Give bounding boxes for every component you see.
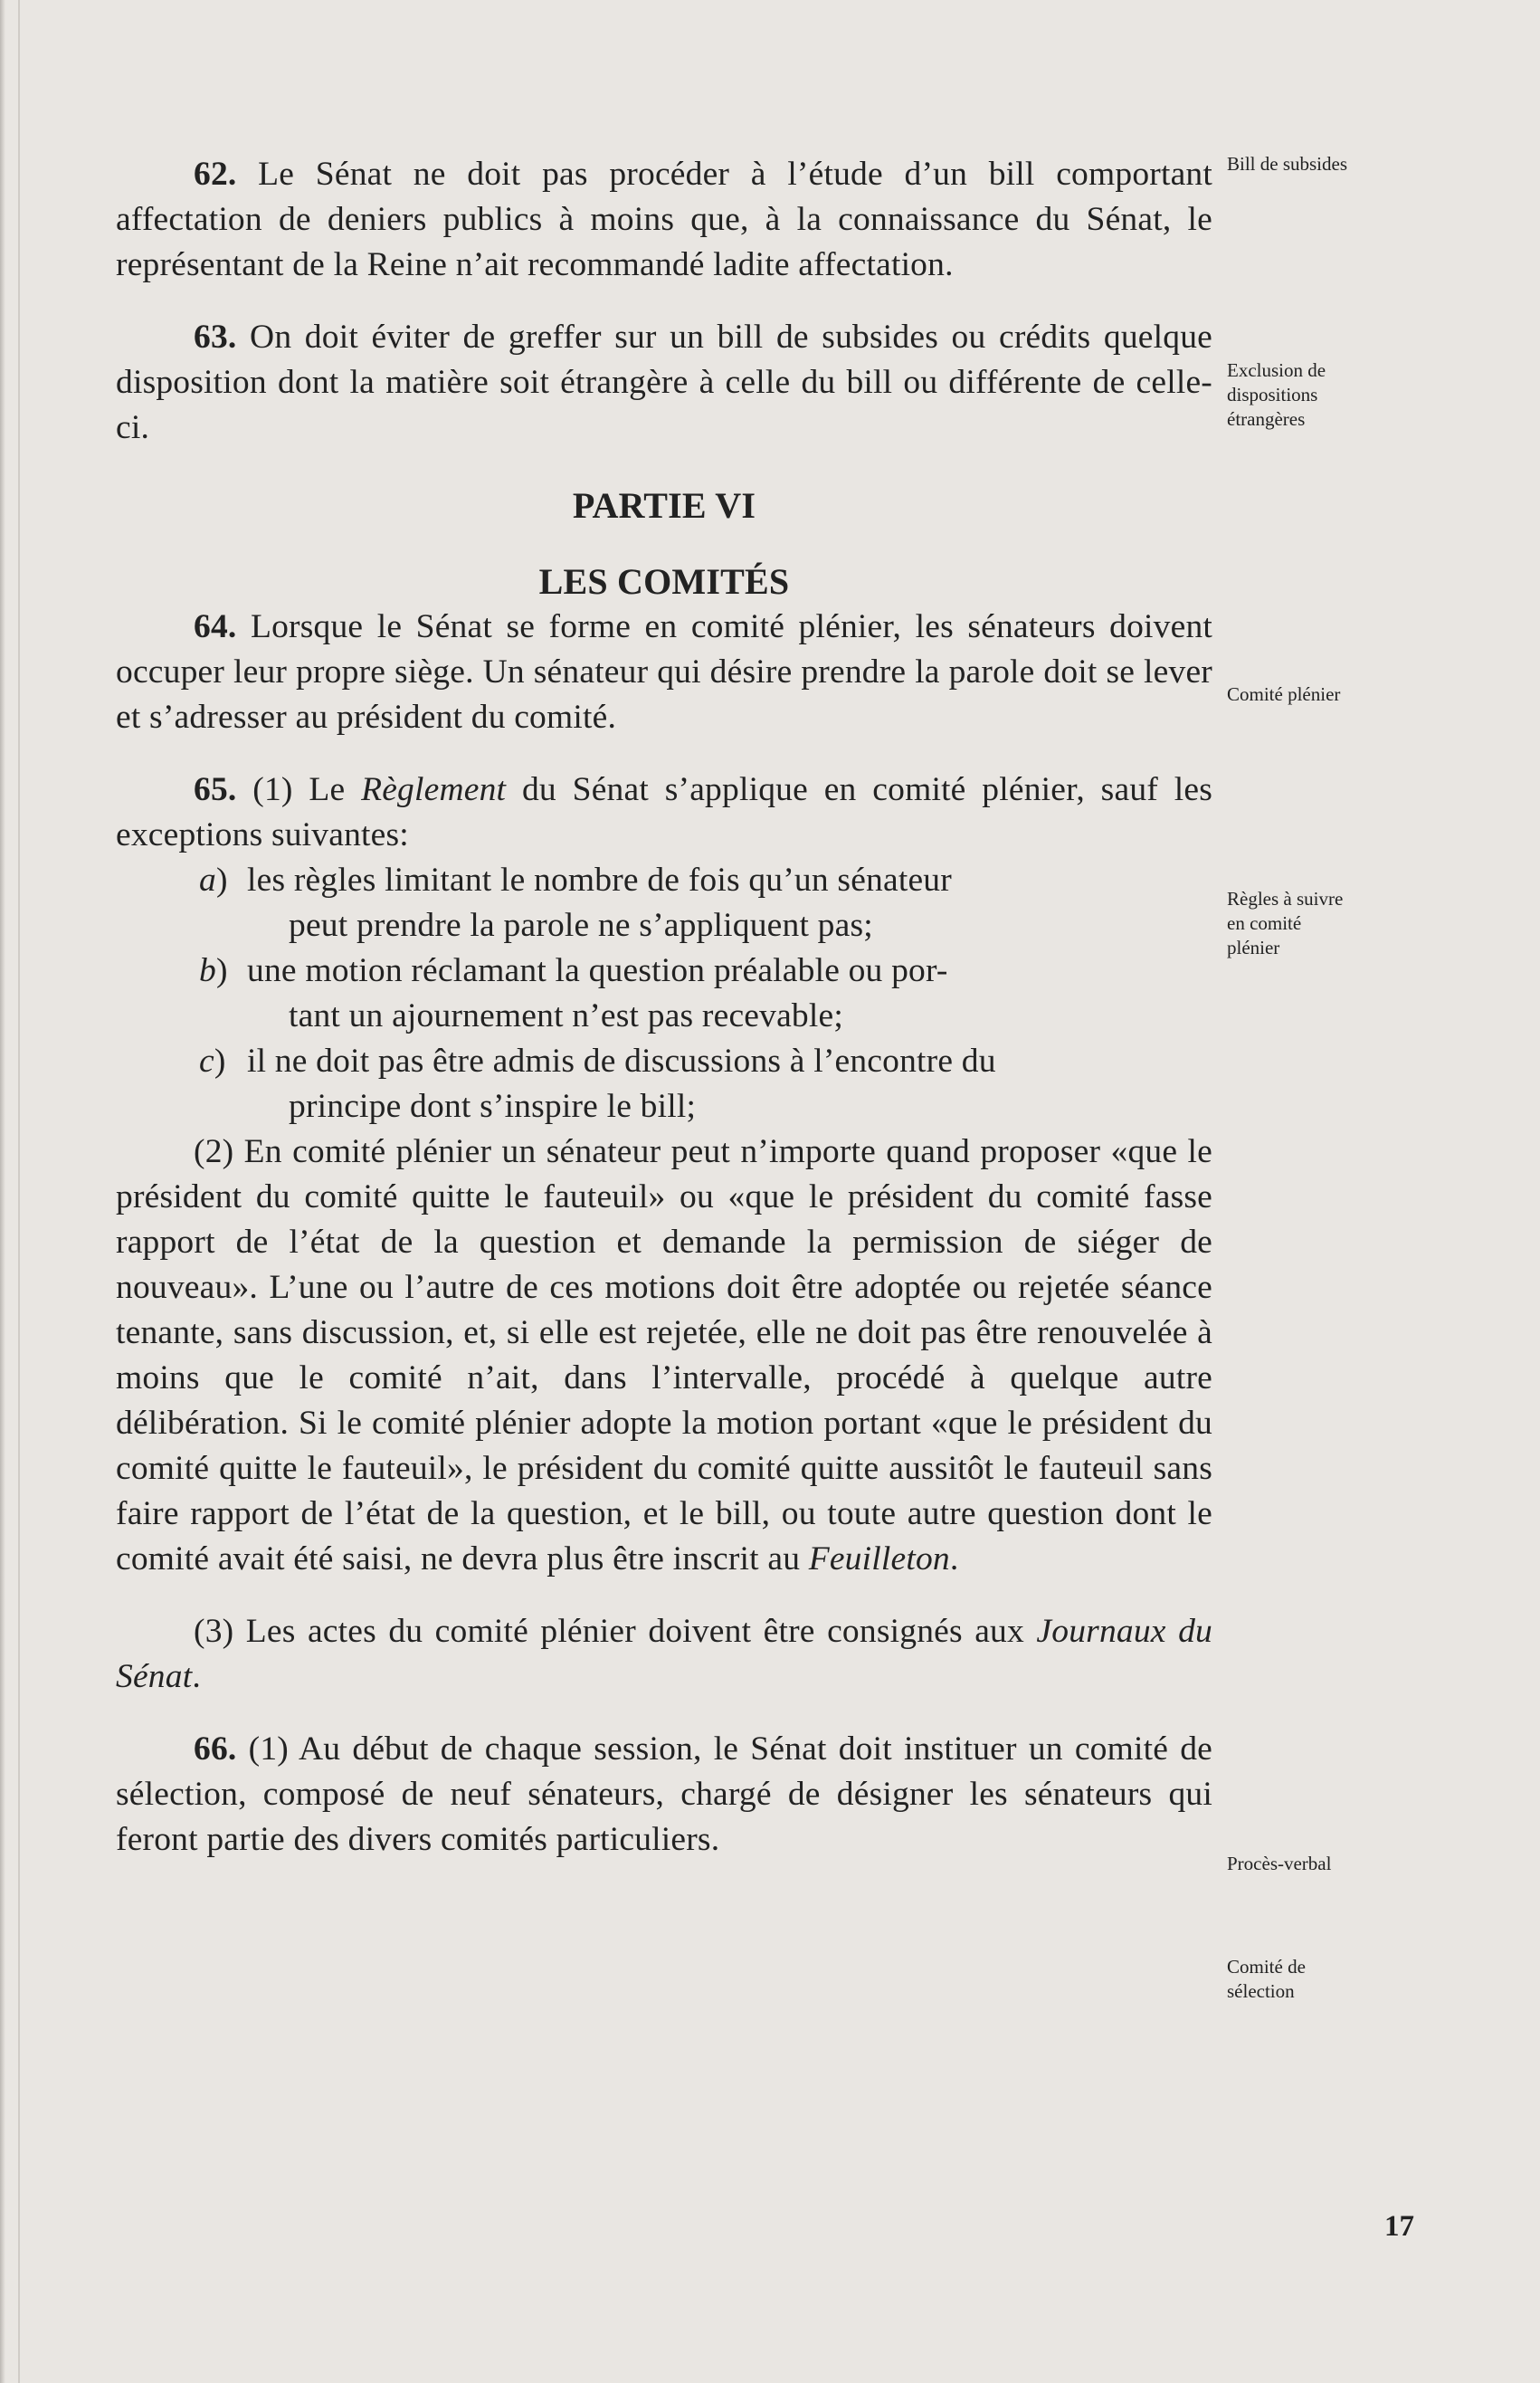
article-64-number: 64. [194,608,237,645]
list-item-marker: c) [199,1043,226,1080]
article-66 [116,1727,1212,1863]
list-item-body: une motion réclamant la question préalable ou por- tant un ajournement n’est pas recevable; [247,952,948,1034]
page-fold [18,0,20,2383]
article-66-number: 66. [194,1730,237,1768]
list-item-marker: b) [199,952,228,989]
list-item [116,858,1212,948]
article-64-text: Lorsque le Sénat se forme en comité plénier, les sénateurs doivent occuper leur propre siège. Un sénateur qui désire prendre la parole doit se lever et s’adresser au président du comité. [116,608,1213,736]
article-65-p3-end: . [192,1658,201,1695]
article-65-p1-rest: du Sénat s’applique en comité plénier, sauf les exceptions suivantes: [116,771,1212,853]
list-item-body: il ne doit pas être admis de discussions à l’encontre du principe dont s’inspire le bill; [247,1043,996,1125]
margin-note-exclusion: Exclusion de dispositions étrangères [1227,359,1326,430]
article-63-number: 63. [194,319,237,356]
article-63 [116,315,1212,451]
article-65-paragraph-2 [116,1130,1212,1582]
article-65-number: 65. [194,771,237,808]
article-66-text: (1) Au début de chaque session, le Sénat doit instituer un comité de sélection, composé de neuf sénateurs, chargé de désigner les sénateurs qui feront partie des divers comités particuliers. [116,1730,1213,1858]
margin-note-bill-subsides: Bill de subsides [1227,153,1348,175]
article-63-text: On doit éviter de greffer sur un bill de subsides ou crédits quelque disposition dont la matière soit étrangère à celle du bill ou différente de celle-ci. [116,319,1212,446]
margin-note-proces-verbal: Procès-verbal [1227,1853,1332,1874]
article-65-p1-lead: (1) Le [252,771,346,808]
article-62-text: Le Sénat ne doit pas procéder à l’étude d’un bill comportant affectation de deniers publics à moins que, à la connaissance du Sénat, le représentant de la Reine n’ait recommandé ladite affectation. [116,156,1212,283]
article-62-number: 62. [194,156,237,193]
article-64 [116,605,1212,740]
article-65-p2-text: (2) En comité plénier un sénateur peut n’importe quand proposer «que le président du comité quitte le fauteuil» ou «que le président du comité fasse rapport de l’état de la question et demande la permission de siéger de nouveau». L’une ou l’autre de ces motions doit être adoptée ou rejetée séance tenante, sans discussion, et, si elle est rejetée, elle ne doit pas être renouvelée à moins que le comité n’ait, dans l’intervalle, procédé à quelque autre délibération. Si le comité plénier adopte la motion portant «que le président du comité quitte le fauteuil», le président du comité quitte aussitôt le fauteuil sans faire rapport de l’état de la question, et le bill, ou toute autre question dont le comité avait été saisi, ne devra plus être inscrit au [116,1133,1212,1578]
list-item-body: les règles limitant le nombre de fois qu’un sénateur peut prendre la parole ne s’appliquent pas; [247,862,952,944]
article-65-p3-lead: (3) Les actes du comité plénier doivent être consignés aux [194,1613,1024,1650]
article-65-p3-italic: Journaux du Sénat [116,1613,1212,1695]
article-65-p2-italic: Feuilleton [808,1540,950,1578]
main-text-column [116,152,1212,1863]
list-item [116,1039,1212,1130]
article-65-p1-italic: Règlement [361,771,507,808]
article-65-paragraph-1 [116,767,1212,858]
margin-note-comite-selection: Comité de sélection [1227,1956,1306,2002]
list-item [116,948,1212,1039]
section-heading: LES COMITÉS [538,561,790,602]
part-heading: PARTIE VI [572,485,756,526]
page-number: 17 [1384,2210,1414,2243]
article-65-p2-end: . [949,1540,959,1578]
page-edge [0,0,5,2383]
margin-note-regles: Règles à suivre en comité plénier [1227,888,1344,958]
article-62 [116,152,1212,288]
list-item-marker: a) [199,862,228,899]
margin-note-comite-plenier: Comité plénier [1227,683,1341,705]
article-65-paragraph-3 [116,1609,1212,1700]
